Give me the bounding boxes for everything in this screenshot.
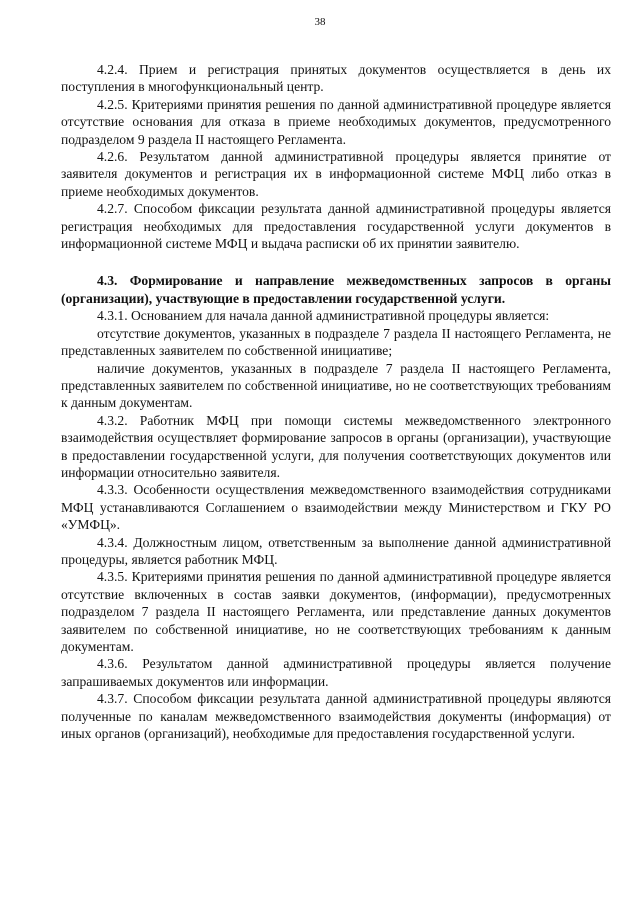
paragraph-4-2-6: 4.2.6. Результатом данной административной процедуры является принятие от заявителя документов и регистрация их в информационной системе МФЦ либо отказ в приеме необходимых документов. (61, 149, 611, 199)
document-body (61, 61, 611, 742)
paragraph-4-3-3: 4.3.3. Особенности осуществления межведомственного взаимодействия сотрудниками МФЦ устанавливаются Соглашением о взаимодействии между Министерством и ГКУ РО «УМФЦ». (61, 482, 611, 533)
paragraph-4-3-2: 4.3.2. Работник МФЦ при помощи системы межведомственного электронного взаимодействия осуществляет формирование запросов в органы (организации), участвующие в предоставлении государственной услуги, для получения соответствующих документов или информации относительно заявителя. (61, 412, 611, 480)
paragraph-4-3-5: 4.3.5. Критериями принятия решения по данной административной процедуре является отсутствие включенных в состав заявки документов, (информации), предусмотренных подразделом 7 раздела II настоящего Регламента, или представление данных документов заявителем по собственной инициативе, но не соответствующих требованиям к данным документам. (61, 569, 611, 654)
section-heading-4-3: 4.3. Формирование и направление межведомственных запросов в органы (организации), участвующие в предоставлении государственной услуги. (61, 273, 611, 306)
paragraph-4-3-7: 4.3.7. Способом фиксации результата данной административной процедуры являются полученные по каналам межведомственного взаимодействия документы (информация) от иных органов (организаций), необходимые для предоставления государственной услуги. (61, 691, 611, 742)
paragraph-4-3-6: 4.3.6. Результатом данной административной процедуры является получение запрашиваемых документов или информации. (61, 656, 611, 689)
paragraph-4-2-5: 4.2.5. Критериями принятия решения по данной административной процедуре является отсутствие основания для отказа в приеме необходимых документов, предусмотренного подразделом 9 раздела II настоящего Регламента. (61, 96, 611, 147)
paragraph-4-2-4: 4.2.4. Прием и регистрация принятых документов осуществляется в день их поступления в многофункциональный центр. (61, 62, 611, 95)
paragraph-4-3-1-item-a: отсутствие документов, указанных в подразделе 7 раздела II настоящего Регламента, не представленных заявителем по собственной инициативе; (61, 325, 611, 359)
paragraph-4-3-1-item-b: наличие документов, указанных в подразделе 7 раздела II настоящего Регламента, представленных заявителем по собственной инициативе, но не соответствующих требованиям к данным документам. (61, 360, 611, 411)
page-number: 38 (314, 16, 326, 28)
paragraph-4-3-1: 4.3.1. Основанием для начала данной административной процедуры является: (97, 308, 550, 324)
paragraph-4-2-7: 4.2.7. Способом фиксации результата данной административной процедуры является регистрация необходимых для предоставления государственной услуги документов в информационной системе МФЦ и выдача расписки об их принятии заявителю. (61, 201, 611, 252)
paragraph-4-3-4: 4.3.4. Должностным лицом, ответственным за выполнение данной административной процедуры, является работник МФЦ. (61, 534, 611, 567)
